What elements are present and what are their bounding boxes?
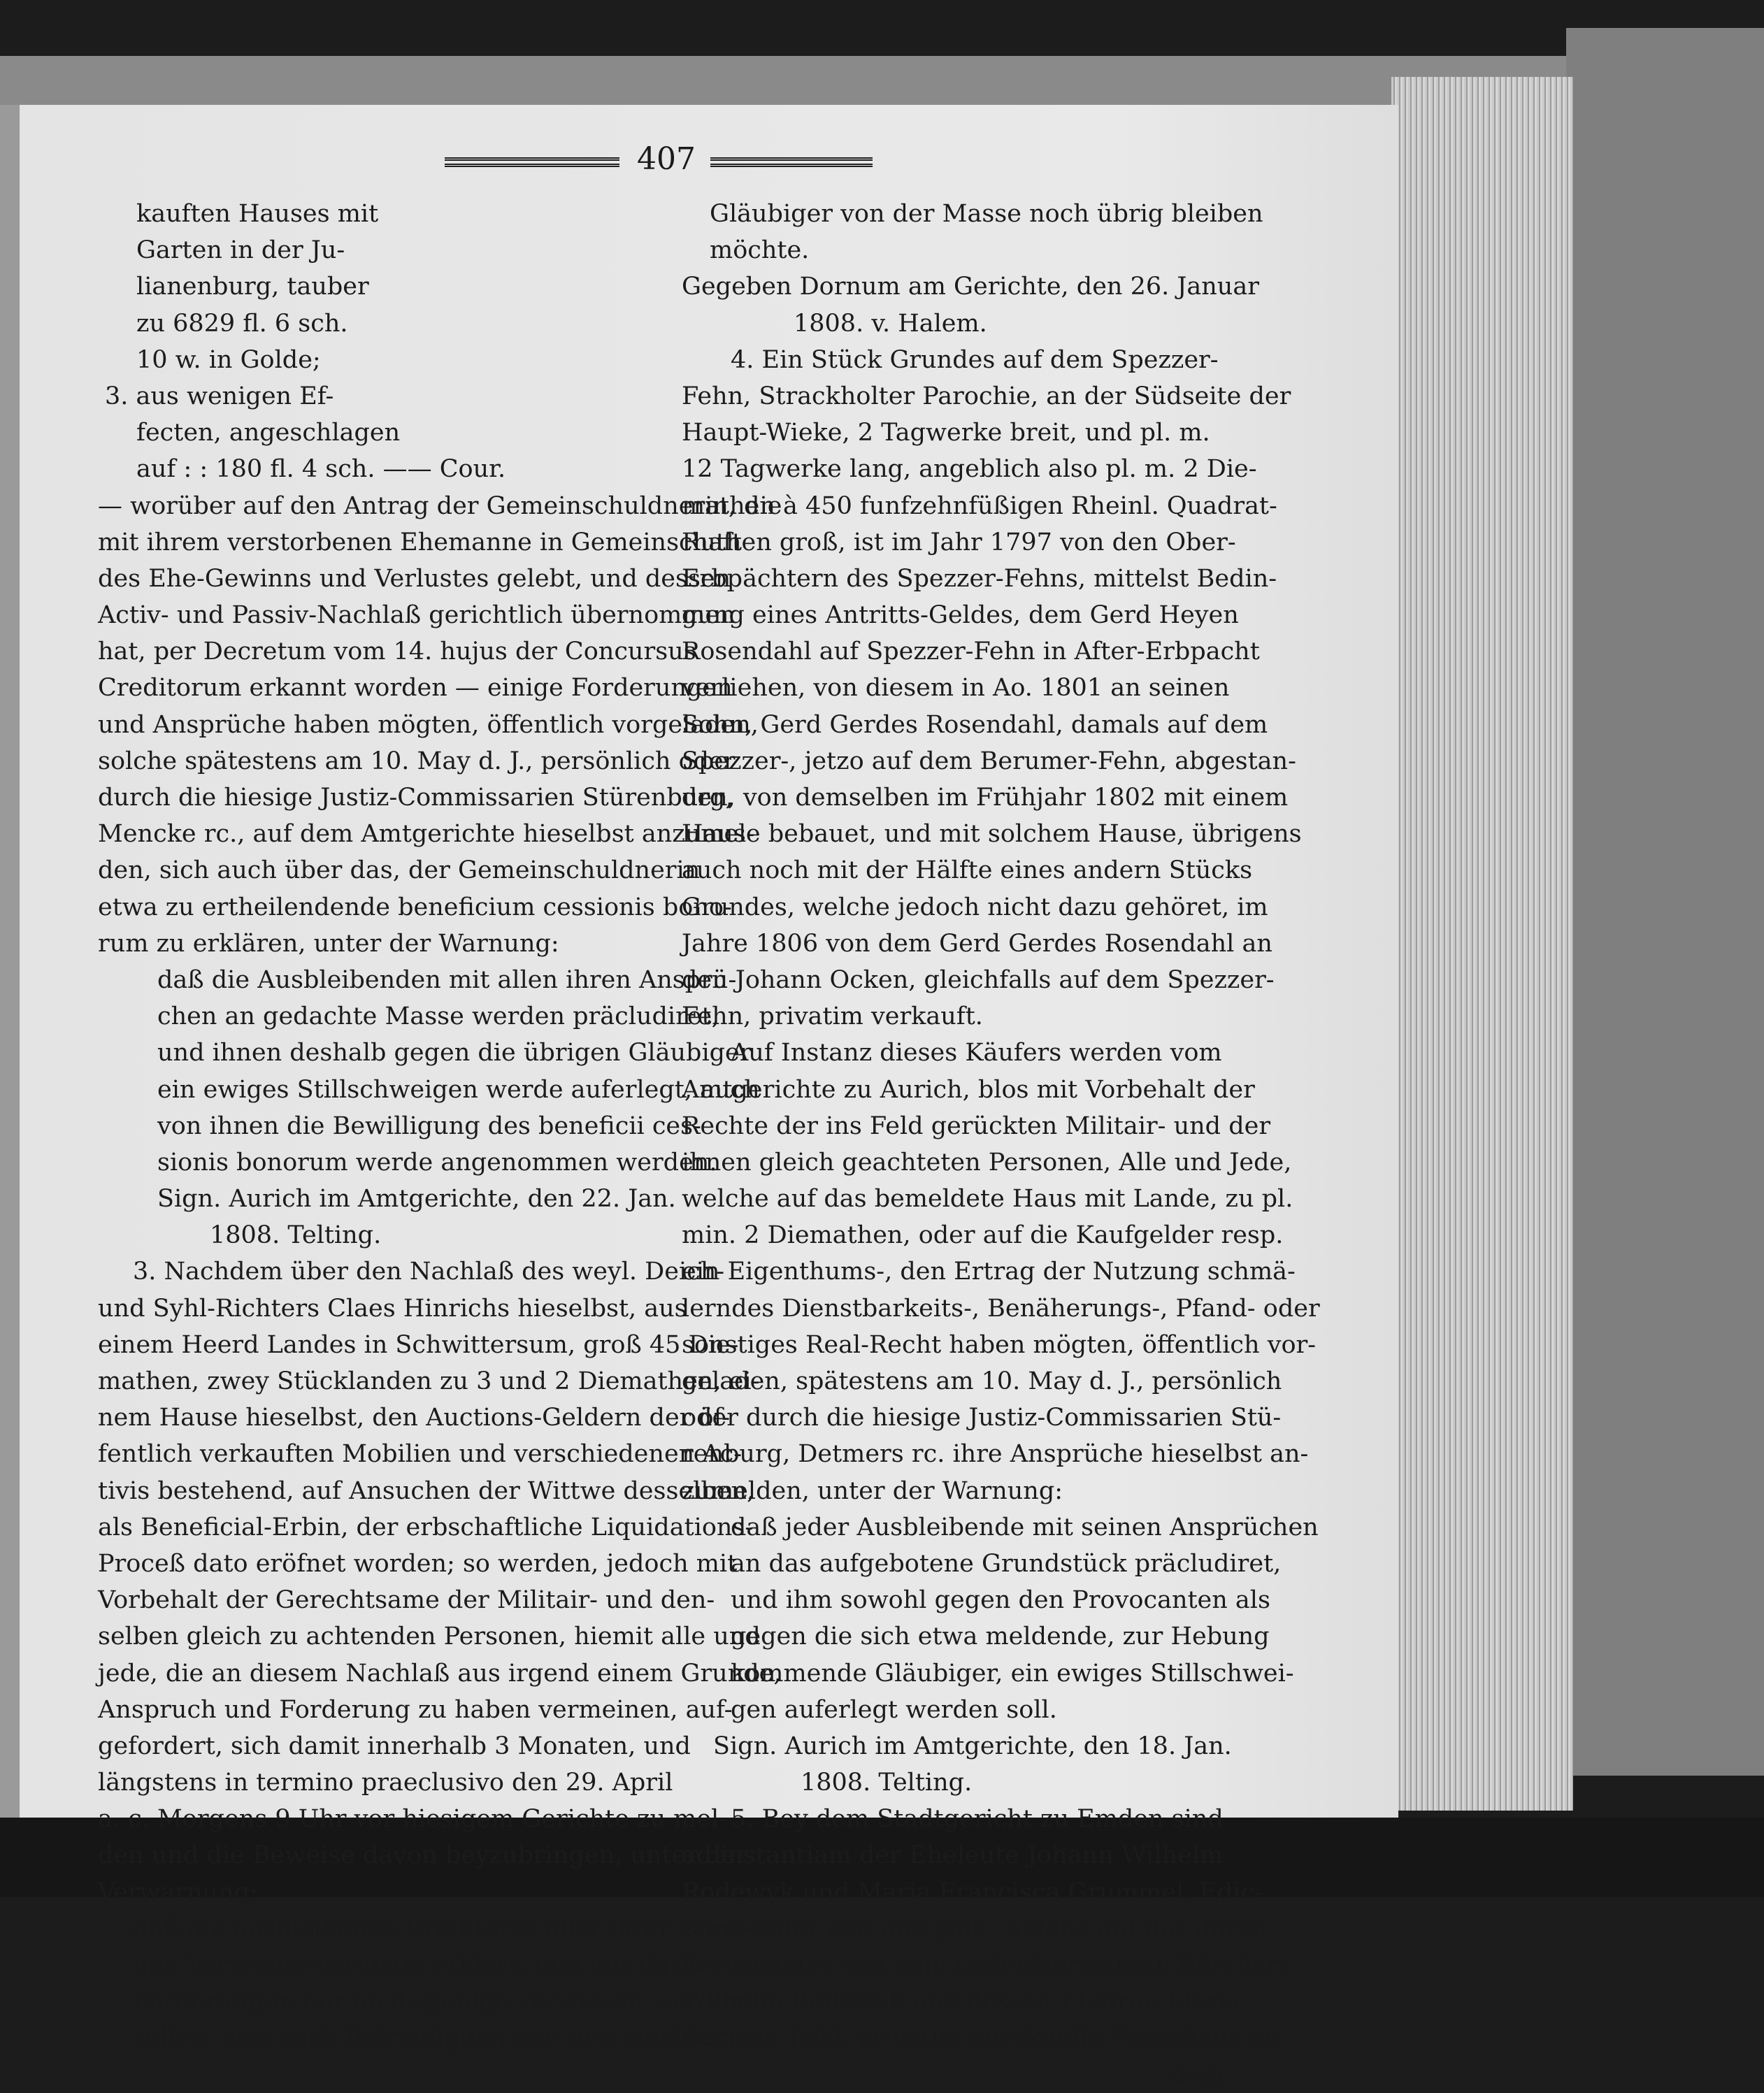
text-line: daß jeder Ausbleibende mit seinen Ansprüchen bbox=[731, 1513, 1319, 1541]
text-line: Forderungen nur an dasjenige verwiesen werden bbox=[133, 1987, 745, 2016]
book-cover-right bbox=[1566, 28, 1764, 1776]
page-number: 407 bbox=[637, 141, 696, 177]
text-line: Spezzer-, jetzo auf dem Berumer-Fehn, abgestan- bbox=[682, 747, 1296, 775]
text-line: Fehn, privatim verkauft. bbox=[682, 1002, 983, 1031]
text-line: welche auf das bemeldete Haus mit Lande, zu pl. bbox=[682, 1185, 1293, 1214]
text-line: 3. aus wenigen Ef- bbox=[105, 382, 334, 410]
text-line: ein ewiges Stillschweigen werde auferlegt, auch bbox=[157, 1075, 760, 1104]
text-line: Gertrud Pohl, privatim anerkaufte Wohnhaus an bbox=[682, 2024, 1279, 2052]
text-line: möchte. bbox=[710, 236, 810, 265]
text-line: den, sich auch über das, der Gemeinschuldnerin bbox=[98, 856, 701, 885]
text-line: verliehen, von diesem in Ao. 1801 an seinen bbox=[682, 674, 1230, 703]
text-line: Verwarnung: bbox=[98, 1878, 258, 1906]
text-line: Activ- und Passiv-Nachlaß gerichtlich übernommen bbox=[98, 601, 736, 630]
text-line: mathen, zwey Stücklanden zu 3 und 2 Diemathen, ei- bbox=[98, 1367, 760, 1395]
text-line: und ihnen deshalb gegen die übrigen Gläubiger bbox=[157, 1039, 752, 1067]
signature-line: 1808. v. Halem. bbox=[794, 309, 987, 338]
text-line: Sohn, Gerd Gerdes Rosendahl, damals auf dem bbox=[682, 710, 1268, 739]
text-line: selben gleich zu achtenden Personen, hiemit alle und bbox=[98, 1623, 761, 1651]
signature-line: Sign. Aurich im Amtgerichte, den 22. Jan. bbox=[157, 1185, 676, 1214]
right-column bbox=[682, 196, 1320, 2093]
text-line: gen auferlegt werden soll. bbox=[731, 1695, 1057, 1724]
text-line: rum zu erklären, unter der Warnung: bbox=[98, 929, 559, 958]
text-line: lianenburg, tauber bbox=[136, 273, 369, 301]
text-line: und Syhl-Richters Claes Hinrichs hieselbst, aus bbox=[98, 1294, 687, 1323]
text-line: von ihnen die Bewilligung des beneficii ces- bbox=[157, 1112, 701, 1140]
text-line: Anspruch und Forderung zu haben vermeinen, auf- bbox=[98, 1695, 733, 1724]
text-line: sollen, was nach Befriedigung der sich meldenden bbox=[133, 2024, 759, 2052]
text-line: einem Heerd Landes in Schwittersum, groß 45 Die- bbox=[98, 1330, 739, 1359]
text-line: Haupt-Wieke, 2 Tagwerke breit, und pl. m. bbox=[682, 419, 1210, 447]
gutter-shadow bbox=[0, 105, 20, 1818]
text-line: renburg, Detmers rc. ihre Ansprüche hieselbst an- bbox=[682, 1440, 1309, 1469]
signature-line: 1808. Telting. bbox=[801, 1769, 973, 1797]
text-line: den Johann Ocken, gleichfalls auf dem Spezzer- bbox=[682, 965, 1275, 994]
text-line: solche spätestens am 10. May d. J., persönlich oder bbox=[98, 747, 736, 775]
text-line: lerndes Dienstbarkeits-, Benäherungs-, Pfand- oder bbox=[682, 1294, 1320, 1323]
text-line: jede, die an diesem Nachlaß aus irgend einem Grunde, bbox=[98, 1659, 782, 1688]
text-line: tivis bestehend, auf Ansuchen der Wittwe desselben, bbox=[98, 1476, 755, 1505]
text-line: a. c. Morgens 9 Uhr vor hiesigem Gerichte zu mel- bbox=[98, 1805, 728, 1834]
text-line: kauften Hauses mit bbox=[136, 200, 379, 228]
text-line: Hause bebauet, und mit solchem Hause, übrigens bbox=[682, 820, 1302, 849]
text-line: und ihm sowohl gegen den Provocanten als bbox=[731, 1586, 1270, 1615]
text-line: 4. Ein Stück Grundes auf dem Spezzer- bbox=[731, 345, 1219, 374]
text-line: Erbpächtern des Spezzer-Fehns, mittelst Bedin- bbox=[682, 564, 1277, 593]
text-line: an das aufgebotene Grundstück präcludiret, bbox=[731, 1549, 1282, 1578]
text-line: 12 Tagwerke lang, angeblich also pl. m. 2 Die- bbox=[682, 455, 1257, 484]
text-line: Rosendahl auf Spezzer-Fehn in After-Erbpacht bbox=[682, 638, 1260, 666]
text-line: gung eines Antritts-Geldes, dem Gerd Heyen bbox=[682, 601, 1239, 630]
text-line: daß die ausbleibende Creditores aller ihrer etwai- bbox=[133, 1914, 754, 1943]
text-line: sonstiges Real-Recht haben mögten, öffentlich vor- bbox=[682, 1330, 1317, 1359]
text-line: als Beneficial-Erbin, der erbschaftliche Liquidations- bbox=[98, 1513, 754, 1541]
text-line: und Ansprüche haben mögten, öffentlich vorgeladen, bbox=[98, 710, 759, 739]
text-line: fentlich verkauften Mobilien und verschiedenen Ac- bbox=[98, 1440, 743, 1469]
text-line: gen Vorrechte verlustig erklärt, und mit ihren bbox=[133, 1951, 703, 1979]
text-line: mit ihrem verstorbenen Ehemanne in Gemeinschaft bbox=[98, 528, 743, 556]
text-line: Vorbehalt der Gerechtsame der Militair- und den- bbox=[98, 1586, 715, 1615]
text-line: Rechte der ins Feld gerückten Militair- und der bbox=[682, 1112, 1271, 1140]
text-line: ein Eigenthums-, den Ertrag der Nutzung schmä- bbox=[682, 1258, 1296, 1286]
text-line: zu 6829 fl. 6 sch. bbox=[136, 309, 348, 338]
text-line: ad instantiam der Eheleute Johann Wilhelm bbox=[682, 1841, 1224, 1870]
text-line: kommende Gläubiger, ein ewiges Stillschwei- bbox=[731, 1659, 1294, 1688]
text-line: sionis bonorum werde angenommen werden. bbox=[157, 1148, 717, 1177]
left-column-list-continuation bbox=[98, 196, 657, 451]
text-line: Amtgerichte zu Aurich, blos mit Vorbehalt der bbox=[682, 1075, 1255, 1104]
text-line: 5. Bey dem Stadtgericht zu Emden sind bbox=[731, 1805, 1224, 1834]
text-line: Jahre 1806 von dem Gerd Gerdes Rosendahl an bbox=[682, 929, 1272, 958]
text-line: hat, per Decretum vom 14. hujus der Concursus bbox=[98, 638, 696, 666]
text-line: auf : : 180 fl. 4 sch. —— Cour. bbox=[136, 455, 506, 484]
text-line: gefordert, sich damit innerhalb 3 Monaten, und bbox=[98, 1732, 691, 1760]
text-line: Gläubiger von der Masse noch übrig bleiben bbox=[710, 200, 1263, 228]
text-line: oder durch die hiesige Justiz-Commissarien Stü- bbox=[682, 1404, 1282, 1432]
text-line: Fehn, Strackholter Parochie, an der Südseite der bbox=[682, 382, 1291, 410]
signature-line: Sign. Aurich im Amtgerichte, den 18. Jan. bbox=[713, 1732, 1232, 1760]
text-line: Mencke rc., auf dem Amtgerichte hieselbst anzumel- bbox=[98, 820, 755, 849]
text-line: 3. Nachdem über den Nachlaß des weyl. Deich- bbox=[133, 1258, 725, 1286]
text-line: — worüber auf den Antrag der Gemeinschuldnerin, die bbox=[98, 491, 782, 520]
text-line: fecten, angeschlagen bbox=[136, 419, 401, 447]
text-line: Provocantes von dem Lederfabricanten Börchert bbox=[682, 1951, 1289, 1979]
text-line: Proceß dato eröfnet worden; so werden, jedoch mit bbox=[98, 1549, 738, 1578]
text-line: Auf Instanz dieses Käufers werden vom bbox=[731, 1039, 1222, 1067]
text-line: ihnen gleich geachteten Personen, Alle und Jede, bbox=[682, 1148, 1292, 1177]
text-line: chen an gedachte Masse werden präcludiret, bbox=[157, 1002, 719, 1031]
text-line: etwa zu ertheilendende beneficium cessionis bono- bbox=[98, 893, 732, 921]
text-line: nem Hause hieselbst, den Auctions-Geldern der öf- bbox=[98, 1404, 731, 1432]
text-line: Wilhelm Rodewyk und dessen Ehefrau Maria bbox=[682, 1987, 1241, 2016]
text-line: 10 w. in Golde; bbox=[136, 345, 321, 374]
text-line: durch die hiesige Justiz-Commissarien Stürenburg, bbox=[98, 784, 733, 812]
header-rule-left bbox=[445, 157, 619, 167]
text-line: geladen, spätestens am 10. May d. J., persönlich bbox=[682, 1367, 1282, 1395]
text-line: den, von demselben im Frühjahr 1802 mit einem bbox=[682, 784, 1289, 812]
text-line: den und die Beweise davon beyzubringen, unter der bbox=[98, 1841, 747, 1870]
text-line: min. 2 Diemathen, oder auf die Kaufgelder resp. bbox=[682, 1221, 1284, 1250]
text-line: Ruthen groß, ist im Jahr 1797 von den Ober- bbox=[682, 528, 1236, 556]
text-line: daß die Ausbleibenden mit allen ihren Ansprü- bbox=[157, 965, 737, 994]
text-line: Creditorum erkannt worden — einige Forderungen bbox=[98, 674, 733, 703]
text-line: Gegeben Dornum am Gerichte, den 26. Januar bbox=[682, 273, 1259, 301]
text-line: des Ehe-Gewinns und Verlustes gelebt, und dessen bbox=[98, 564, 731, 593]
text-line: mathen à 450 funfzehnfüßigen Rheinl. Quadrat- bbox=[682, 491, 1277, 520]
text-line: längstens in termino praeclusivo den 29. April bbox=[98, 1769, 673, 1797]
header-rule-right bbox=[710, 157, 873, 167]
signature-line: 1808. Telting. bbox=[210, 1221, 382, 1250]
page-block-edge bbox=[1391, 77, 1573, 1811]
text-line: Garten in der Ju- bbox=[136, 236, 345, 265]
text-line: Grundes, welche jedoch nicht dazu gehöret, im bbox=[682, 893, 1268, 921]
page-header bbox=[445, 141, 873, 178]
text-line: auch noch mit der Hälfte eines andern Stücks bbox=[682, 856, 1253, 885]
text-line: Rodewyk und Maria Francisca Grummel, Edic- bbox=[682, 1878, 1263, 1906]
text-line: tales wider alle und jede, welche auf das durch bbox=[682, 1914, 1268, 1943]
text-line: zumelden, unter der Warnung: bbox=[682, 1476, 1063, 1505]
catchword: dem bbox=[1171, 2060, 1225, 2089]
text-line: gegen die sich etwa meldende, zur Hebung bbox=[731, 1623, 1270, 1651]
